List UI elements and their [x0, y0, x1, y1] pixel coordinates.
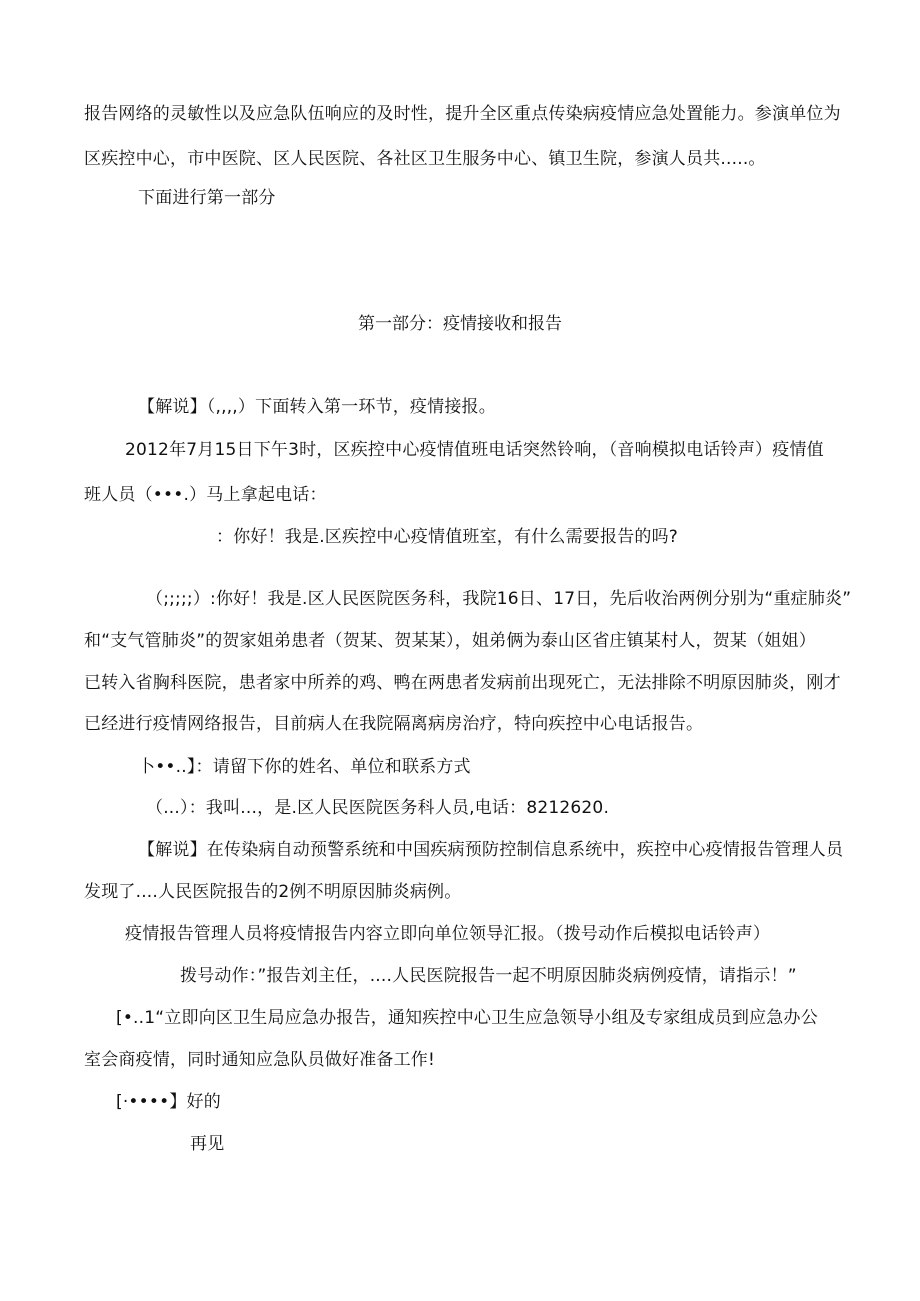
intro-line-3: 下面进行第一部分	[138, 188, 276, 208]
dialogue-line: 室会商疫情，同时通知应急队员做好准备工作!	[84, 1050, 436, 1070]
dialogue-line: 卜••..】：请留下你的姓名、单位和联系方式	[138, 757, 471, 777]
intro-line-1: 报告网络的灵敏性以及应急队伍响应的及时性，提升全区重点传染病疫情应急处置能力。参演单位为	[84, 104, 841, 124]
body-line: 2012年7月15日下午3时，区疾控中心疫情值班电话突然铃响，（音响模拟电话铃声）疫情值	[125, 440, 824, 460]
narration-line: 【解说】在传染病自动预警系统和中国疾病预防控制信息系统中，疾控中心疫情报告管理人员	[138, 840, 844, 860]
dialogue-line: （;;;;;）:你好！我是.区人民医院医务科，我院16日、17日，先后收治两例分别为“重症肺炎”	[146, 589, 852, 609]
narration-line: 【解说】（,,,,）下面转入第一环节，疫情接报。	[138, 397, 496, 417]
dialogue-line: 已转入省胸科医院，患者家中所养的鸡、鸭在两患者发病前出现死亡，无法排除不明原因肺炎，刚才	[84, 673, 841, 693]
dialogue-line: （...）：我叫...，是.区人民医院医务科人员,电话：8212620.	[146, 798, 610, 818]
dialogue-line: [·••••】好的	[116, 1092, 221, 1112]
section-title: 第一部分：疫情接收和报告	[358, 314, 562, 334]
intro-line-2: 区疾控中心，市中医院、区人民医院、各社区卫生服务中心、镇卫生院，参演人员共.....。	[84, 149, 766, 169]
dialogue-line: 拨号动作：”报告刘主任，....人民医院报告一起不明原因肺炎病例疫情，请指示！”	[180, 966, 797, 986]
dialogue-line: [•..1“立即向区卫生局应急办报告，通知疾控中心卫生应急领导小组及专家组成员到应急办公	[116, 1008, 818, 1028]
body-line: 班人员（•••.）马上拿起电话：	[84, 485, 327, 505]
dialogue-line: ：你好！我是.区疾控中心疫情值班室，有什么需要报告的吗?	[216, 527, 679, 547]
dialogue-line: 再见	[190, 1134, 225, 1154]
body-line: 疫情报告管理人员将疫情报告内容立即向单位领导汇报。（拨号动作后模拟电话铃声）	[125, 924, 771, 944]
narration-line: 发现了....人民医院报告的2例不明原因肺炎病例。	[84, 882, 462, 902]
dialogue-line: 已经进行疫情网络报告，目前病人在我院隔离病房治疗，特向疾控中心电话报告。	[84, 714, 704, 734]
dialogue-line: 和“支气管肺炎”的贺家姐弟患者（贺某、贺某某），姐弟俩为泰山区省庄镇某村人，贺某（姐姐）	[84, 631, 816, 651]
